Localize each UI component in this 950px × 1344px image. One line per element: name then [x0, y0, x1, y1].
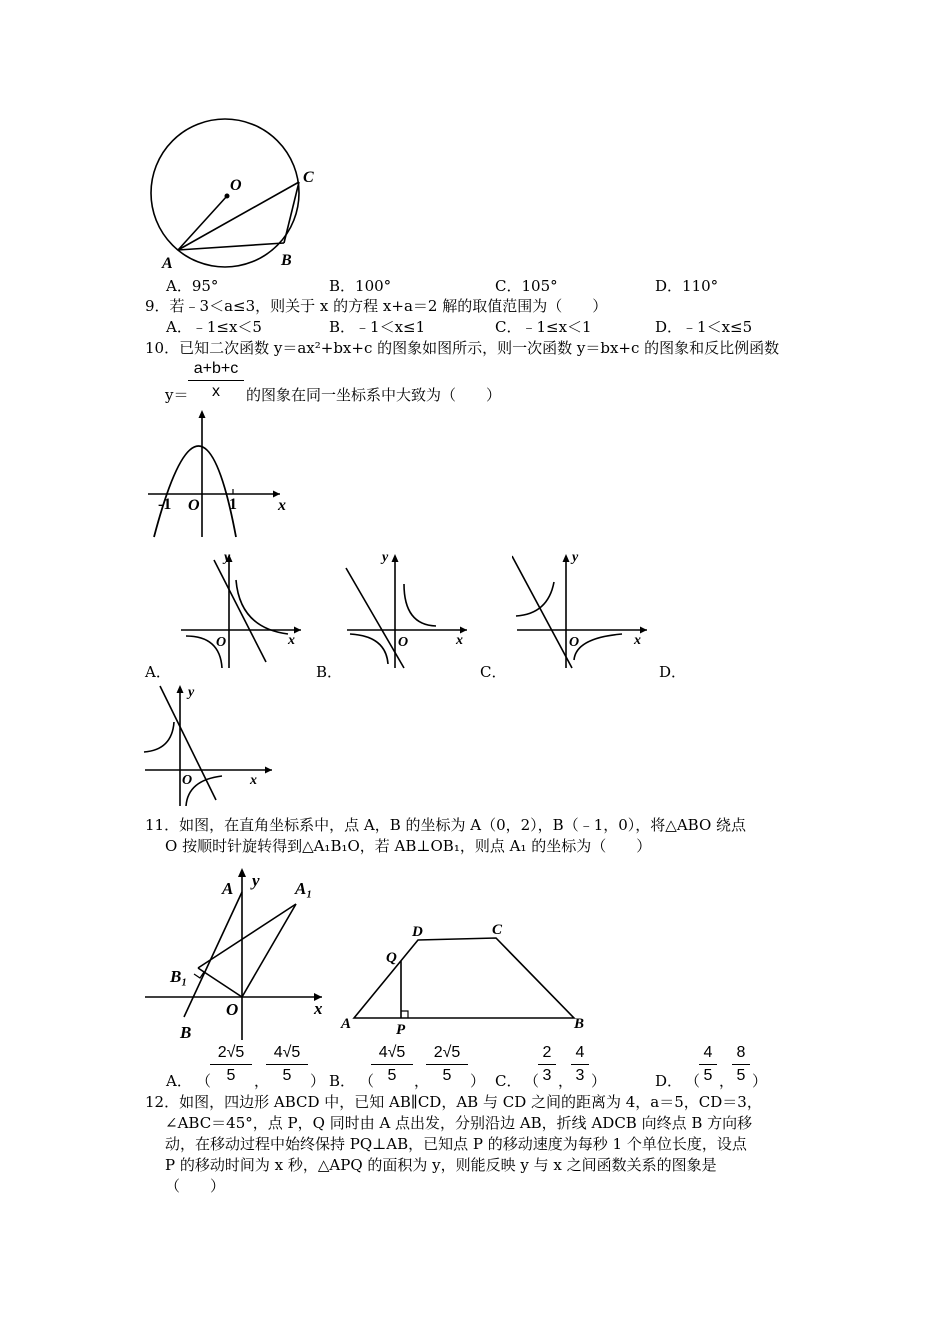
svg-text:x: x [314, 999, 323, 1018]
circle-figure [140, 118, 340, 278]
svg-text:A₁: A₁ [295, 879, 313, 898]
q10-formula-fraction [188, 359, 244, 402]
svg-text:A: A [222, 879, 234, 898]
q10-option-c[interactable]: C． [480, 663, 507, 681]
svg-text:B: B [180, 1023, 192, 1042]
q10-option-d[interactable]: D． [659, 663, 687, 681]
svg-text:A: A [341, 1016, 352, 1032]
svg-text:Q: Q [386, 950, 397, 966]
label-b: B [281, 252, 292, 269]
svg-text:y: y [252, 871, 260, 890]
svg-text:C: C [492, 922, 503, 938]
label-c: C [303, 169, 314, 186]
q8-option-c[interactable]: C．105° [495, 277, 558, 295]
svg-text:B: B [574, 1016, 585, 1032]
q11-stem2: O 按顺时针旋转得到△A₁B₁O，若 AB⊥OB₁，则点 A₁ 的坐标为（ ） [165, 837, 652, 855]
q8-option-b[interactable]: B．100° [329, 277, 392, 295]
q10-stem2: 的图象在同一坐标系中大致为（ ） [246, 386, 502, 404]
q11-stem1: 11．如图，在直角坐标系中，点 A，B 的坐标为 A（0，2），B（﹣1，0），将△ABO 绕点 [145, 816, 747, 834]
svg-text:x: x [288, 633, 295, 648]
svg-text:y: y [188, 685, 195, 700]
svg-text:x: x [456, 633, 463, 648]
svg-text:O: O [398, 635, 409, 650]
svg-text:-1: -1 [158, 496, 172, 513]
svg-text:O: O [216, 635, 227, 650]
q12-line-2: ∠ABC＝45°，点 P，Q 同时由 A 点出发，分别沿边 AB，折线 ADCB 向终点 B 方向移 [165, 1114, 753, 1132]
svg-text:O: O [188, 497, 200, 514]
q8-option-a[interactable]: A．95° [166, 277, 219, 295]
q8-option-d[interactable]: D．110° [655, 277, 719, 295]
q12-line-1: 12．如图，四边形 ABCD 中，已知 AB∥CD，AB 与 CD 之间的距离为 4，a＝5，CD＝3， [145, 1093, 762, 1111]
q10-formula-num: a+b+c [193, 360, 239, 377]
svg-text:y: y [572, 550, 579, 565]
q10-formula-lhs: y＝ [165, 386, 189, 404]
label-a: A [162, 255, 173, 272]
graph-option-a [176, 550, 306, 670]
graph-option-b [342, 550, 472, 670]
svg-text:x: x [278, 497, 286, 514]
q9-option-c[interactable]: C．﹣1≤x＜1 [495, 318, 592, 336]
svg-text:y: y [224, 550, 231, 565]
q9-option-a[interactable]: A．﹣1≤x＜5 [166, 318, 262, 336]
svg-text:1: 1 [229, 496, 237, 513]
q9-stem: 9．若﹣3＜a≤3，则关于 x 的方程 x+a＝2 解的取值范围为（ ） [145, 297, 608, 315]
graph-option-c [512, 550, 652, 670]
q10-formula-den: x [212, 383, 220, 400]
q12-line-3: 动，在移动过程中始终保持 PQ⊥AB，已知点 P 的移动速度为每秒 1 个单位长度，设点 [165, 1135, 747, 1153]
q12-line-4: P 的移动时间为 x 秒，△APQ 的面积为 y，则能反映 y 与 x 之间函数关系的图象是 [165, 1156, 717, 1174]
svg-text:O: O [226, 1000, 239, 1019]
q10-option-a[interactable]: A． [145, 663, 171, 681]
trapezoid-figure [336, 918, 596, 1038]
svg-text:O: O [569, 635, 580, 650]
svg-text:x: x [250, 773, 257, 788]
svg-text:P: P [396, 1022, 406, 1038]
svg-text:y: y [382, 550, 389, 565]
q9-option-b[interactable]: B．﹣1＜x≤1 [329, 318, 426, 336]
q9-option-d[interactable]: D．﹣1＜x≤5 [655, 318, 753, 336]
label-o: O [230, 177, 242, 194]
graph-option-d [140, 680, 280, 810]
svg-text:x: x [634, 633, 641, 648]
svg-text:O: O [182, 773, 193, 788]
svg-text:B₁: B₁ [170, 967, 188, 986]
q10-stem: 10．已知二次函数 y＝ax²+bx+c 的图象如图所示，则一次函数 y＝bx+c 的图象和反比例函数 [145, 339, 780, 357]
parabola-figure [140, 405, 300, 540]
rotation-figure [140, 862, 340, 1042]
q12-line-5: （ ） [165, 1177, 226, 1195]
q10-option-b[interactable]: B． [316, 663, 343, 681]
svg-text:D: D [412, 924, 423, 940]
